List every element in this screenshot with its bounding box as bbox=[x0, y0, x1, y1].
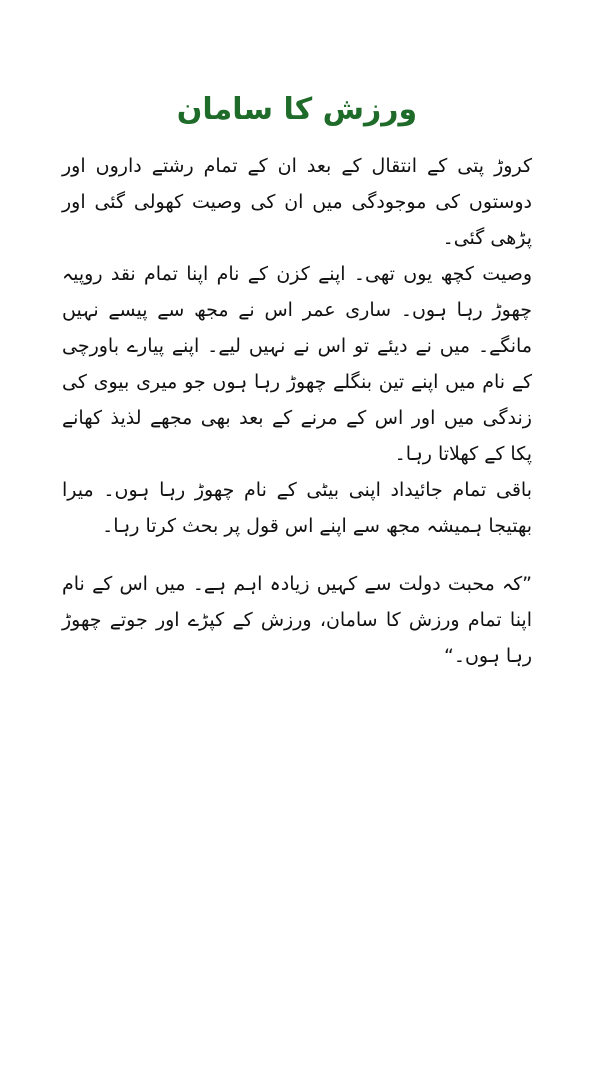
paragraph: باقی تمام جائیداد اپنی بیٹی کے نام چھوڑ رہا ہوں۔ میرا بھتیجا ہمیشہ مجھ سے اپنے اس قول پر بحث کرتا رہا۔ bbox=[62, 479, 532, 537]
paragraph: ”کہ محبت دولت سے کہیں زیادہ اہم ہے۔ میں اس کے نام اپنا تمام ورزش کا سامان، ورزش کے کپڑے اور جوتے چھوڑ رہا ہوں۔“ bbox=[62, 573, 532, 667]
paragraph: وصیت کچھ یوں تھی۔ اپنے کزن کے نام اپنا تمام نقد روپیہ چھوڑ رہا ہوں۔ ساری عمر اس نے مجھ سے پیسے نہیں مانگے۔ میں نے دیئے تو اس نے نہیں لیے۔ اپنے پیارے باورچی کے نام میں اپنے تین بنگلے چھوڑ رہا ہوں جو میری بیوی کی زندگی میں اور اس کے مرنے کے بعد بھی مجھے لذیذ کھانے پکا کے کھلاتا رہا۔ bbox=[62, 263, 532, 465]
page-title: ورزش کا سامان bbox=[176, 92, 418, 127]
paragraph: کروڑ پتی کے انتقال کے بعد ان کے تمام رشتے داروں اور دوستوں کی موجودگی میں ان کی وصیت کھولی گئی اور پڑھی گئی۔ bbox=[62, 155, 532, 249]
article-body bbox=[62, 148, 532, 674]
